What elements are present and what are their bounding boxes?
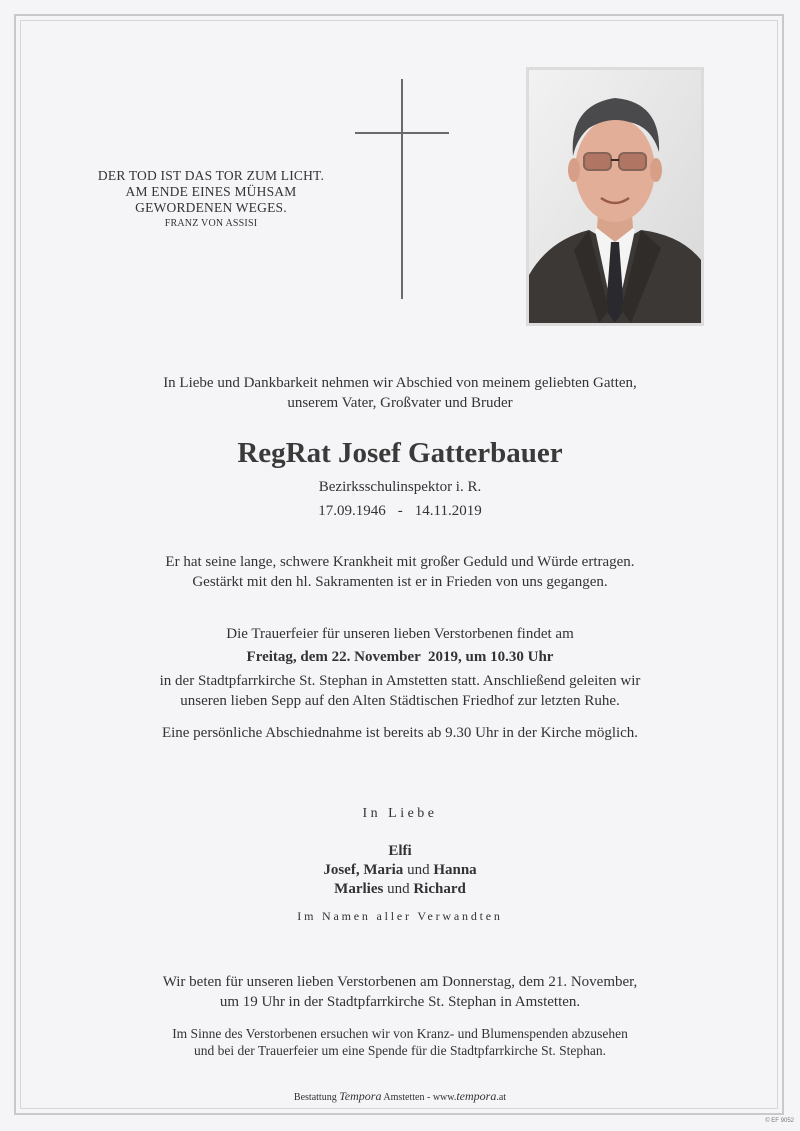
mourner-name: Hanna: [433, 862, 477, 878]
footer-prefix: Bestattung: [293, 1092, 340, 1103]
mourner-name: Josef, Maria: [323, 862, 404, 878]
prayer-text: [100, 972, 700, 1012]
mourners-heading: In Liebe: [362, 806, 438, 821]
life-dates: [100, 503, 700, 520]
intro-line: unserem Vater, Großvater und Bruder: [287, 395, 513, 411]
quote-line: GEWORDENEN WEGES.: [135, 200, 287, 215]
prayer-line: um 19 Uhr in der Stadtpfarrkirche St. Stephan in Amstetten.: [219, 994, 581, 1010]
cross-icon: [401, 79, 403, 299]
deceased-name: RegRat Josef Gatterbauer: [237, 437, 563, 469]
funeral-details: [100, 671, 700, 711]
farewell-text: Eine persönliche Abschiednahme ist bereits ab 9.30 Uhr in der Kirche möglich.: [161, 725, 639, 741]
funeral-date: Freitag, dem 22. November 2019, um 10.30 Uhr: [246, 649, 554, 665]
funeral-line: unseren lieben Sepp auf den Alten Städtischen Friedhof zur letzten Ruhe.: [180, 693, 620, 709]
conjunction: und: [383, 881, 414, 897]
quote-line: AM ENDE EINES MÜHSAM: [125, 184, 297, 199]
relatives-text: Im Namen aller Verwandten: [297, 909, 503, 923]
quote-author: FRANZ VON ASSISI: [164, 218, 258, 229]
mourner-name: Elfi: [388, 843, 412, 859]
deceased-title: Bezirksschulinspektor i. R.: [318, 479, 482, 495]
conjunction: und: [403, 862, 434, 878]
death-date: 14.11.2019: [414, 503, 482, 519]
illness-line: Er hat seine lange, schwere Krankheit mit großer Geduld und Würde ertragen.: [165, 554, 635, 570]
prayer-line: Wir beten für unseren lieben Verstorbenen am Donnerstag, dem 21. November,: [162, 974, 638, 990]
footer-middle: Amstetten - www.: [381, 1092, 457, 1103]
copyright-note: © EF 9052: [765, 1118, 794, 1124]
funeral-intro: Die Trauerfeier für unseren lieben Verstorbenen findet am: [226, 626, 574, 642]
mourner-name: Richard: [413, 881, 466, 897]
cross-icon-bar: [355, 132, 449, 134]
intro-text: [100, 373, 700, 413]
intro-line: In Liebe und Dankbarkeit nehmen wir Abschied von meinem geliebten Gatten,: [163, 375, 637, 391]
illness-text: [100, 552, 700, 592]
quote-block: [70, 168, 352, 231]
footer-suffix: .at: [496, 1092, 507, 1103]
donation-line: Im Sinne des Verstorbenen ersuchen wir von Kranz- und Blumenspenden abzusehen: [172, 1026, 628, 1041]
brand-url: tempora: [456, 1089, 497, 1103]
mourners-list: [100, 842, 700, 899]
illness-line: Gestärkt mit den hl. Sakramenten ist er in Frieden von uns gegangen.: [192, 574, 608, 590]
brand-logo: Tempora: [339, 1089, 382, 1103]
funeral-line: in der Stadtpfarrkirche St. Stephan in Amstetten statt. Anschließend geleiten wir: [159, 673, 641, 689]
donation-line: und bei der Trauerfeier um eine Spende für die Stadtpfarrkirche St. Stephan.: [193, 1043, 606, 1058]
mourner-name: Marlies: [334, 881, 384, 897]
funeral-home-footer: [100, 1089, 700, 1104]
date-separator: -: [397, 503, 403, 519]
quote-line: DER TOD IST DAS TOR ZUM LICHT.: [97, 168, 325, 183]
birth-date: 17.09.1946: [318, 503, 386, 519]
portrait-photo: [526, 67, 704, 326]
donation-text: [100, 1025, 700, 1059]
portrait-image: [529, 70, 701, 323]
